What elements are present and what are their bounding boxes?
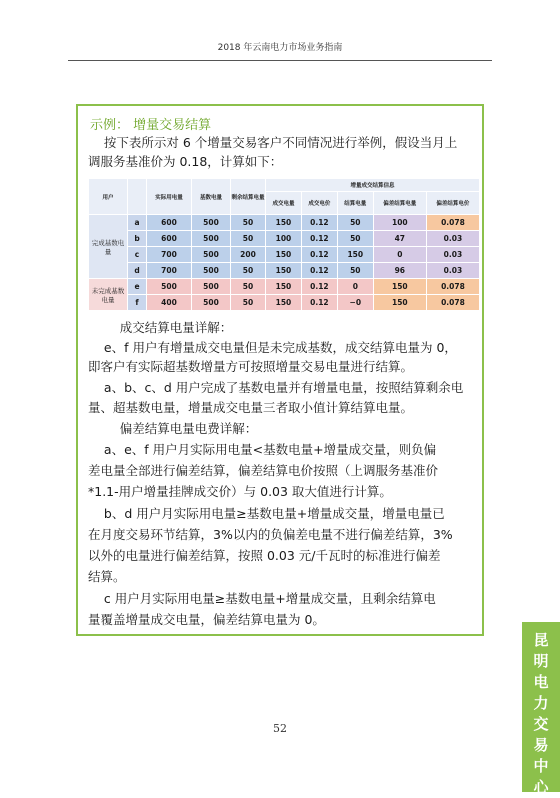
table-row	[89, 263, 480, 279]
para-c-line-2: 量覆盖增量成交电量，偏差结算电量为 0。	[88, 612, 325, 627]
example-title: 示例： 增量交易结算	[90, 118, 212, 133]
para-aef-line-2: 差电量全部进行偏差结算，偏差结算电价按照（上调服务基准价	[88, 463, 439, 478]
cell-actual: 600	[147, 231, 192, 247]
row-id: f	[128, 295, 147, 311]
para-aef-line-3: *1.1-用户增量挂牌成交价）与 0.03 取大值进行计算。	[88, 484, 392, 499]
cell-settle-qty: 50	[337, 231, 373, 247]
cell-base: 500	[192, 247, 231, 263]
cell-dev-price: 0.03	[426, 263, 479, 279]
group-label-uncompleted: 未完成基数电量	[89, 279, 128, 311]
cell-dev-qty: 100	[373, 215, 426, 231]
col-header-actual: 实际用电量	[147, 179, 192, 215]
cell-actual: 700	[147, 247, 192, 263]
cell-settle-qty: 50	[337, 263, 373, 279]
side-tab-char: 易	[533, 736, 549, 754]
cell-deal-qty: 150	[266, 247, 302, 263]
cell-deal-price: 0.12	[301, 279, 337, 295]
col-header-deal-price: 成交电价	[301, 192, 337, 215]
row-id: c	[128, 247, 147, 263]
cell-deal-qty: 150	[266, 279, 302, 295]
col-header-group: 增量成交结算信息	[266, 179, 480, 192]
cell-dev-qty: 150	[373, 279, 426, 295]
table-row	[89, 215, 480, 231]
cell-actual: 700	[147, 263, 192, 279]
cell-remaining: 50	[231, 215, 266, 231]
cell-base: 500	[192, 295, 231, 311]
cell-actual: 500	[147, 279, 192, 295]
para-bd-line-4: 结算。	[88, 569, 126, 584]
intro-line-1: 按下表所示对 6 个增量交易客户不同情况进行举例，假设当月上	[88, 135, 458, 150]
cell-dev-qty: 96	[373, 263, 426, 279]
row-id: b	[128, 231, 147, 247]
para-aef-line-1: a、e、f 用户月实际用电量<基数电量+增量成交量，则负偏	[88, 442, 437, 457]
intro-line-2: 调服务基准价为 0.18，计算如下：	[88, 154, 283, 169]
side-tab-char: 心	[533, 778, 549, 796]
cell-dev-price: 0.078	[426, 279, 479, 295]
page-number: 52	[273, 722, 287, 735]
para-abcd-line-1: a、b、c、d 用户完成了基数电量并有增量电量，按照结算剩余电	[88, 380, 464, 395]
col-header-dev-price: 偏差结算电价	[426, 192, 479, 215]
cell-base: 500	[192, 263, 231, 279]
side-tab-char: 力	[533, 694, 549, 712]
example-box	[76, 104, 484, 636]
settle-detail-heading: 成交结算电量详解：	[88, 320, 233, 335]
cell-settle-qty: 0	[337, 279, 373, 295]
incremental-trade-table	[88, 178, 480, 311]
side-tab-char: 交	[533, 715, 549, 733]
cell-deal-price: 0.12	[301, 247, 337, 263]
cell-deal-qty: 150	[266, 215, 302, 231]
group-label-completed: 完成基数电量	[89, 215, 128, 279]
cell-deal-qty: 150	[266, 295, 302, 311]
cell-actual: 600	[147, 215, 192, 231]
para-bd-line-2: 在月度交易环节结算，3%以内的负偏差电量不进行偏差结算，3%	[88, 527, 453, 542]
row-id: e	[128, 279, 147, 295]
col-header-remaining: 剩余结算电量	[231, 179, 266, 215]
para-bd-line-1: b、d 用户月实际用电量≥基数电量+增量成交量，增量电量已	[88, 506, 445, 521]
col-header-deal-qty: 成交电量	[266, 192, 302, 215]
cell-deal-qty: 150	[266, 263, 302, 279]
cell-settle-qty: 150	[337, 247, 373, 263]
cell-base: 500	[192, 279, 231, 295]
cell-base: 500	[192, 215, 231, 231]
cell-dev-qty: 0	[373, 247, 426, 263]
col-header-user: 用户	[89, 179, 128, 215]
side-tab-char: 明	[533, 652, 549, 670]
para-c-line-1: c 用户月实际用电量≥基数电量+增量成交量，且剩余结算电	[88, 591, 436, 606]
col-header-dev-qty: 偏差结算电量	[373, 192, 426, 215]
para-ef-line-1: e、f 用户有增量成交电量但是未完成基数，成交结算电量为 0，	[88, 340, 457, 355]
side-tab-char: 电	[533, 673, 549, 691]
cell-settle-qty: −0	[337, 295, 373, 311]
cell-remaining: 50	[231, 231, 266, 247]
table-row	[89, 279, 480, 295]
cell-deal-price: 0.12	[301, 263, 337, 279]
cell-dev-qty: 47	[373, 231, 426, 247]
table-row	[89, 231, 480, 247]
para-ef-line-2: 即客户有实际超基数增量方可按照增量交易电量进行结算。	[88, 359, 414, 374]
cell-deal-qty: 100	[266, 231, 302, 247]
table-row	[89, 247, 480, 263]
document-header-title: 2018 年云南电力市场业务指南	[217, 43, 343, 53]
row-id: d	[128, 263, 147, 279]
para-abcd-line-2: 量、超基数电量，增量成交电量三者取小值计算结算电量。	[88, 400, 414, 415]
side-tab-char: 昆	[533, 631, 549, 649]
cell-dev-price: 0.03	[426, 247, 479, 263]
cell-remaining: 200	[231, 247, 266, 263]
cell-actual: 400	[147, 295, 192, 311]
col-header-id	[128, 179, 147, 215]
cell-deal-price: 0.12	[301, 295, 337, 311]
col-header-base: 基数电量	[192, 179, 231, 215]
cell-remaining: 50	[231, 263, 266, 279]
deviation-detail-heading: 偏差结算电量电费详解：	[88, 421, 258, 436]
para-bd-line-3: 以外的电量进行偏差结算，按照 0.03 元/千瓦时的标准进行偏差	[88, 548, 441, 563]
row-id: a	[128, 215, 147, 231]
cell-dev-qty: 150	[373, 295, 426, 311]
cell-deal-price: 0.12	[301, 215, 337, 231]
col-header-settle-qty: 结算电量	[337, 192, 373, 215]
header-divider	[68, 60, 492, 61]
cell-remaining: 50	[231, 295, 266, 311]
cell-deal-price: 0.12	[301, 231, 337, 247]
cell-base: 500	[192, 231, 231, 247]
side-tab-kunming-trading-center	[522, 622, 560, 796]
cell-remaining: 50	[231, 279, 266, 295]
cell-dev-price: 0.078	[426, 295, 479, 311]
cell-dev-price: 0.078	[426, 215, 479, 231]
cell-settle-qty: 50	[337, 215, 373, 231]
side-tab-char: 中	[533, 757, 549, 775]
cell-dev-price: 0.03	[426, 231, 479, 247]
table-row	[89, 295, 480, 311]
